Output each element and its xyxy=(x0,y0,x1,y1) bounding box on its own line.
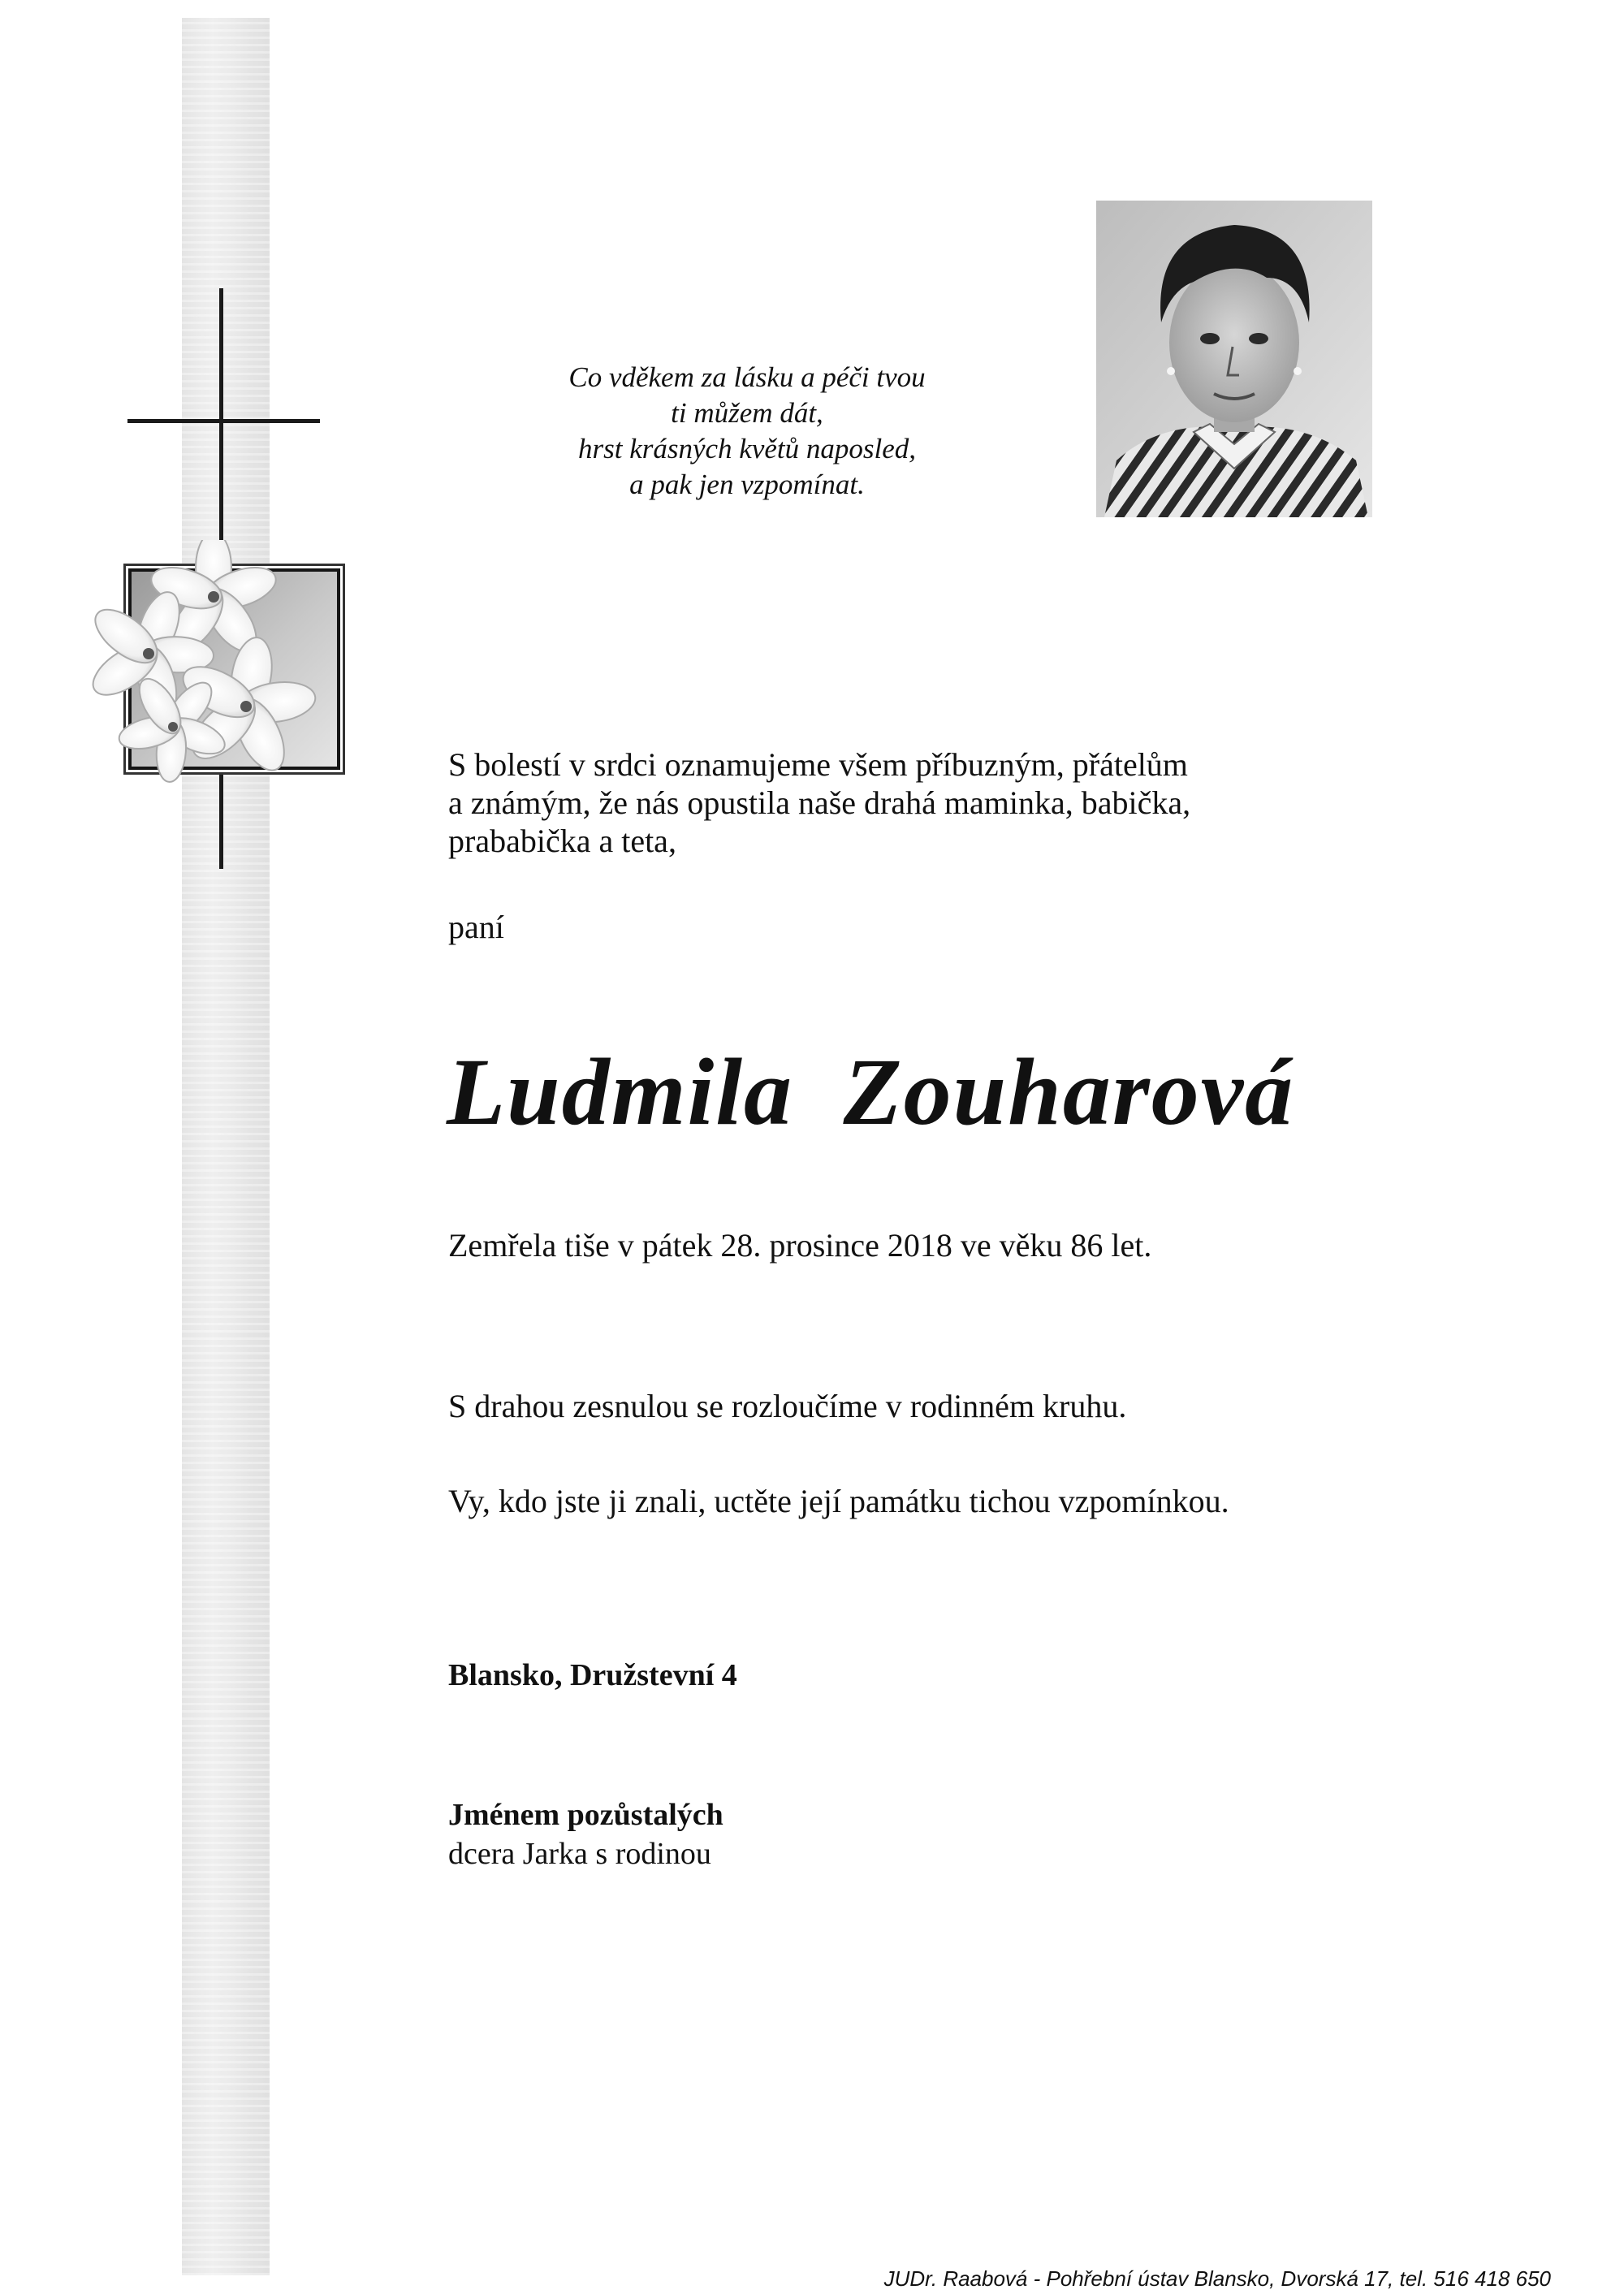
memorial-poem xyxy=(520,360,974,503)
portrait-photo xyxy=(1096,201,1372,517)
poem-line: ti můžem dát, xyxy=(671,397,823,429)
poem-line: hrst krásných květů naposled, xyxy=(577,433,917,464)
poem-line: a pak jen vzpomínat. xyxy=(629,469,865,500)
farewell-notice: S drahou zesnulou se rozloučíme v rodinném kruhu. xyxy=(448,1388,1127,1424)
poem-line: Co vděkem za lásku a péči tvou xyxy=(568,361,926,393)
cross-icon-horizontal xyxy=(127,419,320,423)
salutation: paní xyxy=(448,909,504,945)
deceased-name: Ludmila Zouharová xyxy=(447,1039,1295,1145)
lily-flowers-icon xyxy=(80,540,348,792)
announcement-intro xyxy=(448,745,1190,860)
intro-line: S bolestí v srdci oznamujeme všem příbuzným, přátelům xyxy=(448,746,1188,783)
decorative-strip xyxy=(182,18,270,2275)
funeral-service-footer: JUDr. Raabová - Pohřební ústav Blansko, Dvorská 17, tel. 516 418 650 xyxy=(883,2266,1551,2291)
address: Blansko, Družstevní 4 xyxy=(448,1658,737,1692)
signature-signer: dcera Jarka s rodinou xyxy=(448,1837,711,1871)
intro-line: a známým, že nás opustila naše drahá maminka, babička, xyxy=(448,784,1191,821)
signature-heading: Jménem pozůstalých xyxy=(448,1798,723,1832)
remembrance-text: Vy, kdo jste ji znali, uctěte její památku tichou vzpomínkou. xyxy=(448,1483,1229,1519)
death-notice: Zemřela tiše v pátek 28. prosince 2018 ve věku 86 let. xyxy=(448,1227,1152,1264)
intro-line: prababička a teta, xyxy=(448,823,676,859)
